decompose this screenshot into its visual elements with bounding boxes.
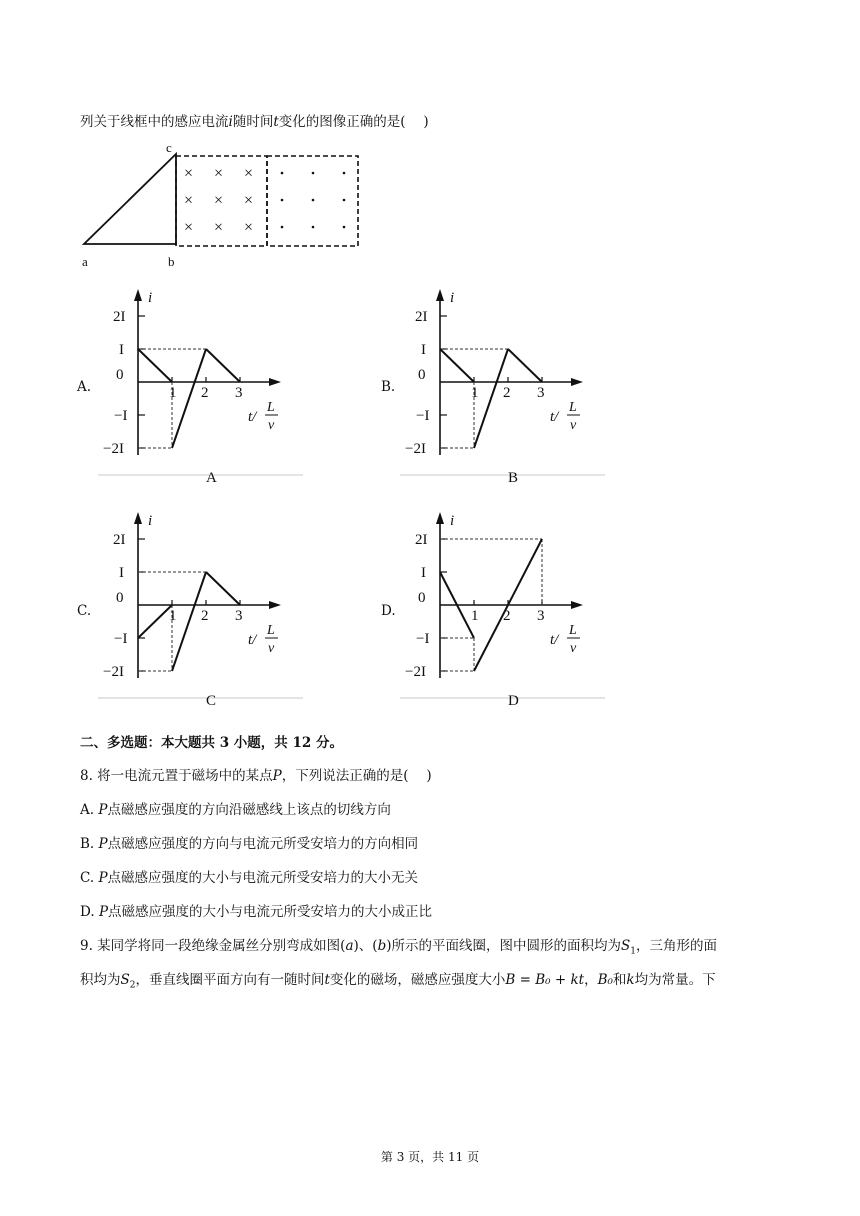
option-c-letter: C. — [77, 603, 92, 619]
axis-label-t1: 1 — [169, 608, 177, 624]
dot-symbol — [281, 199, 284, 202]
dot-symbol — [312, 226, 315, 229]
q8-stem-prefix: 8. 将一电流元置于磁场中的某点 — [80, 768, 273, 784]
graph-caption: A — [206, 470, 217, 486]
axis-label-frac_den: v — [268, 641, 275, 656]
q8-option-c — [80, 868, 418, 888]
axis-label-t3: 3 — [537, 608, 545, 624]
q8-option-b — [80, 834, 418, 854]
q8-stem-var: P — [272, 768, 282, 784]
axis-label-neg_two_I: −2I — [405, 664, 426, 680]
q9-sub-1: 1 — [630, 946, 636, 957]
q9-text: 变化的磁场，磁感应强度大小 — [329, 972, 506, 988]
axis-label-zero: 0 — [116, 590, 124, 606]
axis-label-I: I — [421, 565, 426, 581]
q9-line-2 — [80, 970, 716, 996]
intro-mid: 随时间 — [232, 114, 274, 130]
cross-symbol: × — [244, 165, 254, 182]
axis-label-x_axis_prefix: t/ — [248, 409, 257, 425]
dot-symbol — [343, 226, 346, 229]
axis-label-two_I: 2I — [415, 532, 428, 548]
axis-label-x_axis_prefix: t/ — [550, 409, 559, 425]
axis-label-t2: 2 — [201, 608, 209, 624]
intro-var-t: t — [273, 114, 279, 130]
q9-var-b0: B₀ — [597, 972, 613, 988]
graph-option-d — [400, 508, 610, 708]
q9-text: 积均为 — [80, 972, 121, 988]
axis-label-two_I: 2I — [113, 532, 126, 548]
q9-var-s1: S — [621, 938, 631, 954]
current-line — [206, 349, 240, 382]
magnetic-field-out-of-page — [281, 172, 346, 229]
triangle-field-figure — [70, 140, 370, 270]
current-line — [508, 349, 542, 382]
q8-option-label: C. — [80, 870, 99, 886]
cross-symbol: × — [244, 219, 254, 236]
axis-label-t2: 2 — [503, 608, 511, 624]
current-line — [138, 349, 172, 382]
label-a: a — [82, 254, 88, 269]
q9-var-a: a — [345, 938, 354, 954]
axis-label-two_I: 2I — [113, 309, 126, 325]
axis-label-t3: 3 — [235, 385, 243, 401]
current-line — [138, 605, 172, 638]
q9-text: ， — [584, 972, 598, 988]
q8-option-a — [80, 800, 391, 820]
q8-option-var: P — [98, 870, 108, 886]
cross-symbol: × — [214, 165, 224, 182]
y-axis-arrow — [436, 289, 444, 301]
q8-stem-suffix: ，下列说法正确的是( ) — [281, 768, 432, 784]
q9-text: ，垂直线圈平面方向有一随时间 — [135, 972, 325, 988]
q8-option-text: 点磁感应强度的方向沿磁感线上该点的切线方向 — [107, 802, 391, 818]
option-b-letter: B. — [381, 379, 396, 395]
magnetic-field-into-page — [184, 165, 253, 236]
intro-suffix: 变化的图像正确的是( ) — [278, 114, 429, 130]
q8-stem — [80, 766, 432, 786]
y-axis-arrow — [436, 512, 444, 524]
cross-symbol: × — [244, 192, 254, 209]
axis-label-frac_num: L — [267, 400, 275, 415]
axis-label-frac_num: L — [267, 623, 275, 638]
graph-option-c — [98, 508, 308, 708]
dot-symbol — [343, 172, 346, 175]
graph-option-b — [400, 285, 610, 485]
q9-formula: B = B₀ + kt — [505, 972, 585, 988]
axis-label-neg_I: −I — [416, 631, 430, 647]
intro-prefix: 列关于线框中的感应电流 — [80, 114, 229, 130]
axis-label-x_axis_prefix: t/ — [550, 632, 559, 648]
axis-label-two_I: 2I — [415, 309, 428, 325]
axis-label-neg_I: −I — [416, 408, 430, 424]
x-axis-arrow — [571, 378, 583, 386]
triangle-frame — [84, 154, 176, 244]
q9-text: 均为常量。下 — [634, 972, 716, 988]
current-line — [206, 572, 240, 605]
cross-symbol: × — [214, 192, 224, 209]
q8-option-var: P — [98, 836, 108, 852]
axis-label-zero: 0 — [418, 590, 426, 606]
axis-label-neg_I: −I — [114, 408, 128, 424]
q8-option-label: D. — [80, 904, 99, 920]
axis-label-t1: 1 — [169, 385, 177, 401]
section-title: 二、多选题：本大题共 3 小题，共 12 分。 — [80, 735, 343, 751]
graph-caption: B — [508, 470, 519, 486]
q9-text: )所示的平面线圈，图中圆形的面积均为 — [386, 938, 621, 954]
axis-label-frac_den: v — [268, 418, 275, 433]
cross-symbol: × — [184, 165, 194, 182]
axis-label-zero: 0 — [418, 367, 426, 383]
q9-var-k: k — [626, 972, 635, 988]
label-c: c — [166, 140, 172, 155]
q9-text: )、( — [353, 938, 378, 954]
cross-symbol: × — [184, 192, 194, 209]
axis-label-t1: 1 — [471, 608, 479, 624]
page-footer: 第 3 页，共 11 页 — [380, 1150, 480, 1164]
x-axis-arrow — [269, 378, 281, 386]
q8-option-label: B. — [80, 836, 99, 852]
axis-label-y_axis: i — [450, 513, 455, 529]
q8-option-d — [80, 902, 432, 922]
axis-label-frac_num: L — [569, 400, 577, 415]
axis-label-I: I — [119, 342, 124, 358]
axis-label-t1: 1 — [471, 385, 479, 401]
q9-text: 和 — [612, 972, 627, 988]
q9-var-s2: S — [120, 972, 130, 988]
q8-option-var: P — [98, 904, 109, 920]
axis-label-frac_den: v — [570, 641, 577, 656]
x-axis-arrow — [571, 601, 583, 609]
q8-option-var: P — [98, 802, 108, 818]
q8-option-text: 点磁感应强度的方向与电流元所受安培力的方向相同 — [107, 836, 419, 852]
q9-line-1 — [80, 936, 717, 962]
current-line — [440, 349, 474, 382]
option-a-letter: A. — [77, 379, 92, 395]
axis-label-neg_I: −I — [114, 631, 128, 647]
axis-label-I: I — [119, 565, 124, 581]
axis-label-neg_two_I: −2I — [405, 441, 426, 457]
dot-symbol — [343, 199, 346, 202]
q9-text: 9. 某同学将同一段绝缘金属丝分别弯成如图( — [80, 938, 346, 954]
q9-text: ，三角形的面 — [635, 938, 717, 954]
axis-label-y_axis: i — [148, 290, 153, 306]
axis-label-x_axis_prefix: t/ — [248, 632, 257, 648]
axis-label-y_axis: i — [148, 513, 153, 529]
y-axis-arrow — [134, 512, 142, 524]
q8-option-text: 点磁感应强度的大小与电流元所受安培力的大小无关 — [107, 870, 419, 886]
axis-label-t2: 2 — [503, 385, 511, 401]
q8-option-text: 点磁感应强度的大小与电流元所受安培力的大小成正比 — [108, 904, 433, 920]
q8-option-label: A. — [80, 802, 99, 818]
axis-label-t3: 3 — [537, 385, 545, 401]
q9-var-b: b — [377, 938, 387, 954]
q9-sub-2: 2 — [129, 980, 136, 991]
axis-label-zero: 0 — [116, 367, 124, 383]
cross-symbol: × — [214, 219, 224, 236]
axis-label-t2: 2 — [201, 385, 209, 401]
q9-var-t: t — [324, 972, 330, 988]
axis-label-neg_two_I: −2I — [103, 664, 124, 680]
dot-symbol — [281, 226, 284, 229]
intro-var-i: i — [228, 114, 233, 130]
dot-symbol — [281, 172, 284, 175]
dot-symbol — [312, 172, 315, 175]
axis-label-I: I — [421, 342, 426, 358]
label-b: b — [168, 254, 175, 269]
intro-line — [80, 112, 429, 132]
graph-caption: C — [206, 693, 217, 709]
axis-label-t3: 3 — [235, 608, 243, 624]
x-axis-arrow — [269, 601, 281, 609]
graph-option-a — [98, 285, 308, 485]
option-d-letter: D. — [381, 603, 396, 619]
graph-caption: D — [508, 693, 519, 709]
dot-symbol — [312, 199, 315, 202]
y-axis-arrow — [134, 289, 142, 301]
axis-label-frac_num: L — [569, 623, 577, 638]
axis-label-y_axis: i — [450, 290, 455, 306]
cross-symbol: × — [184, 219, 194, 236]
axis-label-frac_den: v — [570, 418, 577, 433]
axis-label-neg_two_I: −2I — [103, 441, 124, 457]
